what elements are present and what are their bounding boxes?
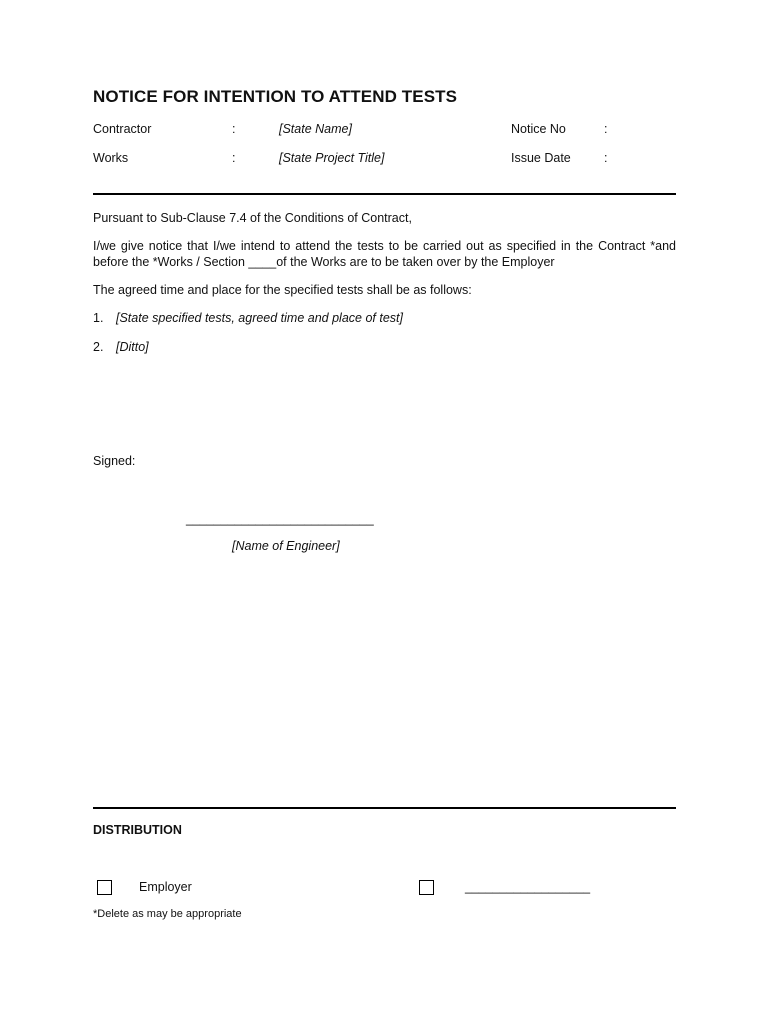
list-item-text: [Ditto] — [116, 340, 149, 354]
signed-label: Signed: — [93, 454, 136, 468]
header-divider — [93, 193, 676, 195]
works-value: [State Project Title] — [279, 151, 385, 165]
distribution-heading: DISTRIBUTION — [93, 823, 182, 837]
other-recipient-checkbox[interactable] — [419, 880, 434, 895]
notice-paragraph: I/we give notice that I/we intend to attend the tests to be carried out as specified in the Contract *and before the *Works / Section ____of the Works are to be taken over by the Employer — [93, 239, 676, 269]
employer-checkbox[interactable] — [97, 880, 112, 895]
works-colon: : — [232, 151, 236, 165]
issue-date-label: Issue Date — [511, 151, 571, 165]
notice-no-label: Notice No — [511, 122, 566, 136]
works-label: Works — [93, 151, 129, 165]
pursuant-paragraph: Pursuant to Sub-Clause 7.4 of the Conditions of Contract, — [93, 211, 412, 225]
document-title: NOTICE FOR INTENTION TO ATTEND TESTS — [93, 87, 458, 106]
contractor-value: [State Name] — [279, 122, 352, 136]
notice-no-colon: : — [604, 122, 608, 136]
engineer-name: [Name of Engineer] — [232, 539, 340, 553]
list-item-number: 2. — [93, 340, 104, 354]
list-item — [93, 310, 676, 326]
signature-line: ___________________________ — [186, 512, 374, 526]
contractor-colon: : — [232, 122, 236, 136]
agreed-paragraph: The agreed time and place for the specified tests shall be as follows: — [93, 283, 472, 297]
list-item — [93, 339, 676, 355]
list-item-number: 1. — [93, 311, 104, 325]
distribution-divider — [93, 807, 676, 809]
issue-date-colon: : — [604, 151, 608, 165]
other-recipient-blank: __________________ — [465, 880, 591, 894]
contractor-label: Contractor — [93, 122, 152, 136]
footnote: *Delete as may be appropriate — [93, 908, 242, 920]
list-item-text: [State specified tests, agreed time and place of test] — [116, 311, 403, 325]
employer-label: Employer — [139, 880, 192, 894]
